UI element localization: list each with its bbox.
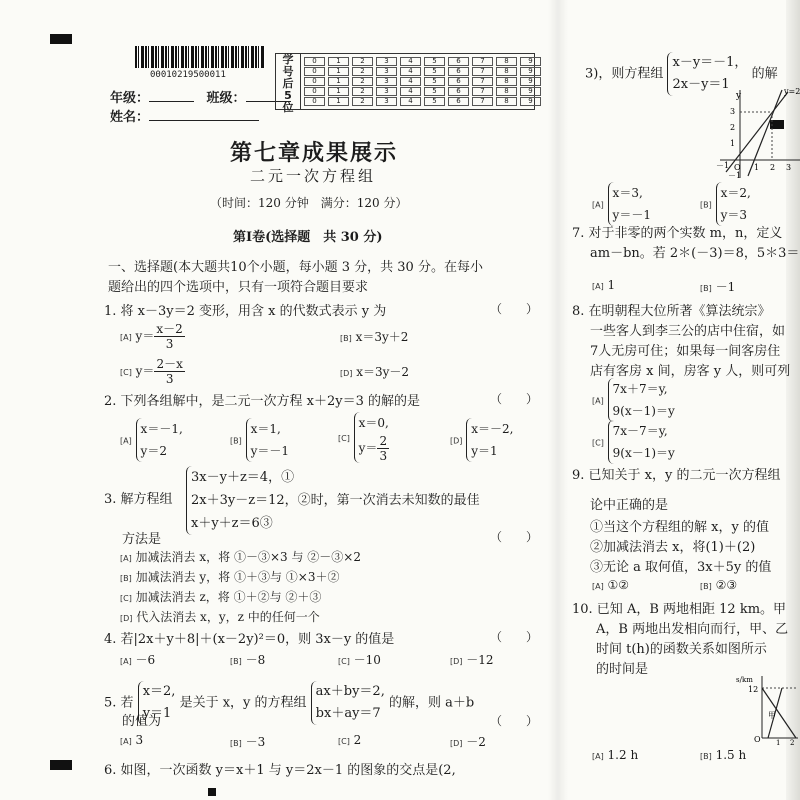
registration-mark-bottom-mid [208,788,216,796]
student-id-bubble[interactable]: 6 [448,97,469,106]
q3-option-a[interactable]: [A] 加减法消去 x，将 ①－③×3 与 ②－③×2 [120,550,361,564]
student-id-bubble[interactable]: 2 [352,97,373,106]
student-id-grid[interactable] [275,53,535,114]
student-id-header: 学 号 后 5 位 [276,54,301,109]
student-id-bubble[interactable]: 2 [352,57,373,66]
student-id-bubble[interactable]: 3 [376,77,397,86]
q1-stem: 1. 将 x－3y＝2 变形，用含 x 的代数式表示 y 为 [104,304,387,319]
q9-option-b[interactable]: [B] ②③ [700,578,738,592]
q9-statement-2: ②加减法消去 x，将(1)＋(2) [590,540,756,555]
exam-meta: （时间：120 分钟 满分：120 分） [210,196,408,210]
intro-line-2: 题给出的四个选项中，只有一项符合题目要求 [108,280,369,295]
grade-blank[interactable] [149,91,194,102]
q2-answer-paren[interactable]: （ ） [490,392,539,406]
svg-text:1: 1 [754,163,760,172]
q6-option-a[interactable]: [A] x＝3, y＝－1 [592,182,651,226]
page-fold-shadow [548,0,568,800]
q1-answer-paren[interactable]: （ ） [490,302,539,316]
student-id-bubble[interactable]: 1 [328,67,349,76]
svg-text:O: O [754,735,761,744]
student-id-bubble[interactable]: 0 [304,97,325,106]
student-id-bubble[interactable]: 8 [496,77,517,86]
q6-stem: 6. 如图，一次函数 y＝x＋1 与 y＝2x－1 的图象的交点是(2, [104,763,456,778]
student-id-bubble[interactable]: 3 [376,67,397,76]
q1-option-d[interactable]: [D] x＝3y－2 [340,365,410,379]
q2-option-c[interactable]: [C] x＝0, y＝ $\frac{2}{3}$ [338,412,389,463]
q9-statement-1: ①当这个方程组的解 x，y 的值 [590,520,769,535]
student-id-row [304,87,541,96]
student-id-bubble[interactable]: 9 [520,97,541,106]
q9-option-a[interactable]: [A] ①② [592,578,630,592]
student-id-bubble[interactable]: 1 [328,97,349,106]
svg-text:－1: －1 [716,161,730,170]
student-id-row [304,77,541,86]
q1-option-a[interactable]: [A] y＝ $\frac{x-2}{3}$ [120,322,183,351]
q3-option-b[interactable]: [B] 加减法消去 y，将 ①＋③与 ①×3＋② [120,570,340,584]
section-title: 第Ⅰ卷(选择题 共 30 分) [233,230,383,245]
svg-text:2: 2 [790,739,795,746]
q2-stem: 2. 下列各组解中，是二元一次方程 x＋2y＝3 的解的是 [104,394,421,409]
svg-text:y: y [736,91,742,101]
q1-option-c[interactable]: [C] y＝ $\frac{2-x}{3}$ [120,357,183,386]
grade-label: 年级： [110,91,150,106]
q7-option-a[interactable]: [A] 1 [592,278,616,292]
q9-line2: 论中正确的是 [590,498,669,513]
student-id-bubble[interactable]: 9 [520,77,541,86]
q9-statement-3: ③无论 a 取何值，3x＋5y 的值 [590,560,772,575]
q9-line1: 9. 已知关于 x，y 的二元一次方程组 [572,468,781,483]
q6-continuation: 3)，则方程组 x－y＝－1， 2x－y＝1 的解 [585,52,778,96]
svg-text:2: 2 [730,123,736,132]
q4-stem: 4. 若|2x＋y＋8|＋(x－2y)²＝0，则 3x－y 的值是 [104,632,395,647]
q6-graph [710,88,800,178]
student-id-bubble[interactable]: 5 [424,77,445,86]
q10-option-a[interactable]: [A] 1.2 h [592,748,639,762]
student-id-bubble[interactable]: 9 [520,87,541,96]
q2-option-a[interactable]: [A] x＝－1, y＝2 [120,418,183,462]
student-id-row [304,67,541,76]
class-label: 班级： [206,91,246,106]
q8-line1: 8. 在明朝程大位所著《算法统宗》 [572,304,771,319]
q7-option-b[interactable]: [B] －1 [700,280,736,294]
registration-mark-top-left [50,34,72,44]
student-id-bubble[interactable]: 7 [472,57,493,66]
q3-line2: 方法是 [122,532,162,547]
name-field[interactable] [110,106,259,125]
student-id-bubble[interactable]: 7 [472,87,493,96]
student-id-bubble[interactable]: 5 [424,67,445,76]
q5-stem: 5. 若 x＝2, y＝1 是关于 x，y 的方程组 ax＋by＝2, bx＋ay＝7 的解，则 a＋b [104,681,474,725]
q5-option-c[interactable]: [C] 2 [338,733,362,747]
student-id-bubble[interactable]: 1 [328,57,349,66]
q3-prefix: 3. 解方程组 [104,492,173,507]
student-id-bubble[interactable]: 4 [400,67,421,76]
svg-text:1: 1 [730,139,736,148]
q4-answer-paren[interactable]: （ ） [490,630,539,644]
svg-text:12: 12 [748,685,759,694]
student-id-bubble[interactable]: 8 [496,67,517,76]
q8-option-a[interactable]: [A] 7x＋7＝y, 9(x－1)＝y [592,378,675,422]
q10-line3: 时间 t(h)的函数关系如图所示 [596,642,767,657]
student-id-bubble[interactable]: 3 [376,57,397,66]
q4-option-a[interactable]: [A] －6 [120,653,156,667]
student-id-bubble[interactable]: 8 [496,87,517,96]
student-id-bubble[interactable]: 5 [424,57,445,66]
student-id-bubble[interactable]: 8 [496,97,517,106]
student-id-bubble[interactable]: 3 [376,87,397,96]
student-id-bubble[interactable]: 3 [376,97,397,106]
q10-option-b[interactable]: [B] 1.5 h [700,748,747,762]
student-id-bubble[interactable]: 2 [352,87,373,96]
student-id-bubble[interactable]: 4 [400,57,421,66]
q8-line3: 7人无房可住；如果每一间客房住 [590,344,781,359]
q3-option-c[interactable]: [C] 加减法消去 z，将 ①＋②与 ②＋③ [120,590,322,604]
q3-option-d[interactable]: [D] 代入法消去 x，y，z 中的任何一个 [120,610,320,624]
student-id-bubble[interactable]: 9 [520,57,541,66]
student-id-bubble[interactable]: 6 [448,57,469,66]
page-subtitle: 二元一次方程组 [250,167,377,185]
q10-graph [728,672,798,746]
q6-option-b[interactable]: [B] x＝2, y＝3 [700,182,751,226]
student-id-bubble[interactable]: 2 [352,77,373,86]
q7-line2: am－bn。若 2＊(－3)＝8，5＊3＝ [590,246,800,261]
student-id-bubble[interactable]: 7 [472,67,493,76]
svg-text:s/km: s/km [736,676,753,684]
grade-field[interactable] [110,87,291,106]
student-id-bubble[interactable]: 6 [448,77,469,86]
student-id-bubble[interactable]: 1 [328,87,349,96]
svg-text:1: 1 [776,739,781,746]
svg-text:甲: 甲 [768,711,776,720]
q10-line4: 的时间是 [596,662,649,677]
svg-text:O: O [734,163,741,172]
student-id-bubble[interactable]: 4 [400,77,421,86]
student-id-bubble[interactable]: 9 [520,67,541,76]
q2-option-b[interactable]: [B] x＝1, y＝－1 [230,418,289,462]
student-id-bubble[interactable]: 0 [304,77,325,86]
q2-option-d[interactable]: [D] x＝－2, y＝1 [450,418,513,462]
svg-text:－1: －1 [728,171,742,178]
q3-system: 3x－y＋z＝4，① 2x＋3y－z＝12，②时，第一次消去未知数的最佳 x＋y＋z＝6③ [186,466,480,535]
barcode-number: 00010219500011 [150,70,226,80]
student-id-bubble[interactable]: 1 [328,77,349,86]
student-id-bubble[interactable]: 0 [304,57,325,66]
q8-line2: 一些客人到李三公的店中住宿，如 [590,324,786,339]
q7-line1: 7. 对于非零的两个实数 m，n，定义 [572,226,783,241]
q4-option-b[interactable]: [B] －8 [230,653,266,667]
q4-option-c[interactable]: [C] －10 [338,653,381,667]
student-id-bubble[interactable]: 7 [472,77,493,86]
student-id-bubble[interactable]: 0 [304,87,325,96]
q4-option-d[interactable]: [D] －12 [450,653,494,667]
intro-line-1: 一、选择题(本大题共10个小题，每小题 3 分，共 30 分。在每小 [108,260,483,275]
q10-line2: A，B 两地出发相向而行，甲、乙 [596,622,789,637]
name-label: 姓名： [110,110,150,125]
student-id-row [304,57,541,66]
q3-answer-paren[interactable]: （ ） [490,530,539,544]
student-id-bubble[interactable]: 6 [448,67,469,76]
svg-text:y=2: y=2 [784,88,800,96]
svg-text:3: 3 [730,107,736,116]
student-id-row [304,97,541,106]
q5-line2: 的值为 [122,714,162,729]
svg-text:3: 3 [786,163,792,172]
q5-option-b[interactable]: [B] －3 [230,735,266,749]
name-blank[interactable] [149,110,259,121]
barcode [135,46,265,68]
student-id-bubble[interactable]: 6 [448,87,469,96]
student-id-bubble[interactable]: 7 [472,97,493,106]
student-id-bubble[interactable]: 5 [424,97,445,106]
page-title: 第七章成果展示 [230,140,399,166]
q1-option-b[interactable]: [B] x＝3y＋2 [340,330,409,344]
q10-line1: 10. 已知 A，B 两地相距 12 km。甲 [572,602,787,617]
student-id-bubble[interactable]: 8 [496,57,517,66]
student-id-bubble[interactable]: 0 [304,67,325,76]
student-id-bubble[interactable]: 2 [352,67,373,76]
student-id-bubble[interactable]: 4 [400,87,421,96]
q5-option-a[interactable]: [A] 3 [120,733,144,747]
q8-line4: 店有客房 x 间，房客 y 人，则可列 [590,364,791,379]
svg-text:2: 2 [770,163,776,172]
q8-option-c[interactable]: [C] 7x－7＝y, 9(x－1)＝y [592,420,675,464]
q5-answer-paren[interactable]: （ ） [490,714,539,728]
q5-option-d[interactable]: [D] －2 [450,735,486,749]
student-id-bubble[interactable]: 4 [400,97,421,106]
registration-mark-bottom-left [50,760,72,770]
student-id-bubble[interactable]: 5 [424,87,445,96]
